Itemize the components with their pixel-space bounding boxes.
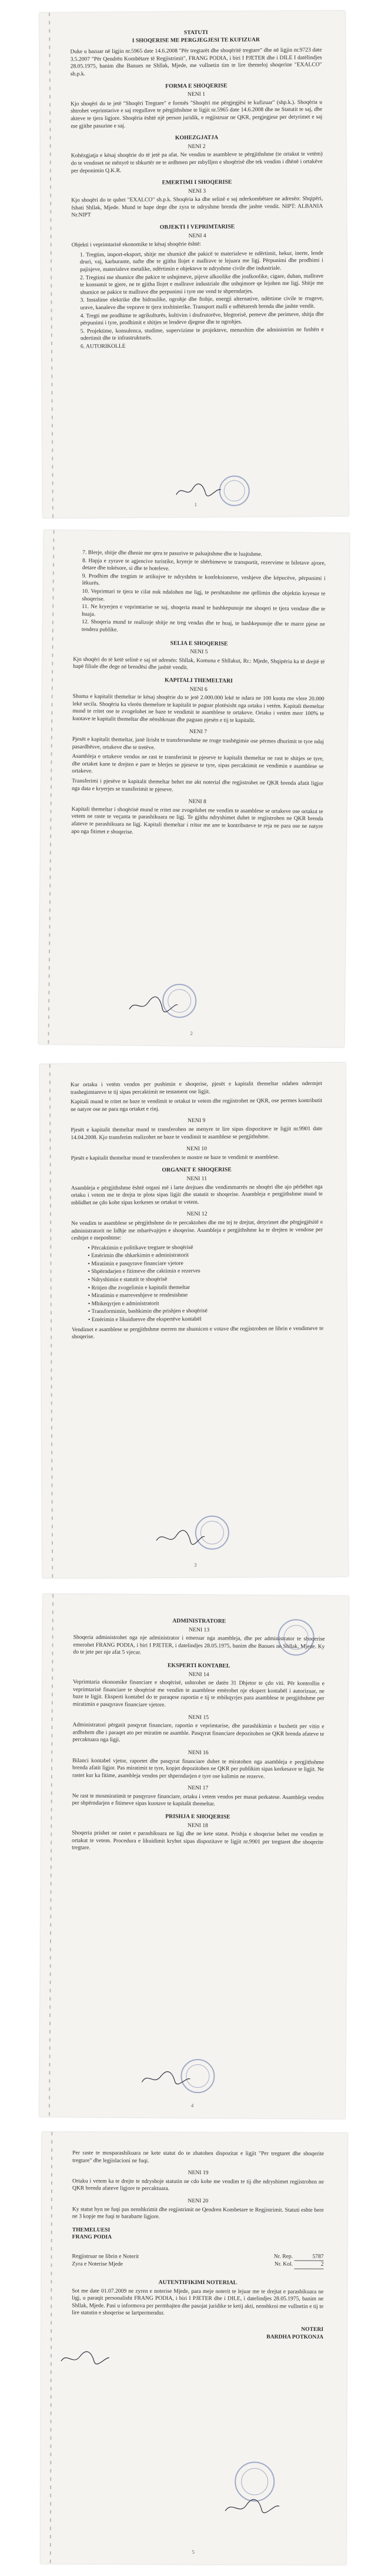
founder-label: THEMELUESI xyxy=(72,2226,111,2234)
list-item: 1. Tregtim, import-eksport, shitje me shumicë dhe pakicë te materialeve te ndërtimit, hekur, inerte, lende druri, vaj, karburante, nafte dhe te gjitha llojet e mallrave te lejuara me ligj. Përpunimi dhe prodhimi i pajisjeve, materialeve metalike, ndërtimin e objekteve te ndryshme civile dhe industriale. xyxy=(79,250,323,273)
section-heading-kohezgjatja: KOHEZGJATJA xyxy=(175,134,219,142)
list-item: • Miratimin e pasqyrave financiare vjetore xyxy=(88,1260,183,1267)
list-item: 11. Ne kryerjen e veprimtarise se saj, shoqeria mund te bashkepunoje me shoqeri te tjera vendase dhe te huaja. xyxy=(82,603,326,617)
list-item: • Emërimin e likuiduesve dhe ekspertëve kontabël xyxy=(88,1315,202,1323)
list-item: 2. Tregtimi me shumice dhe pakice te ushqimeve, pijeve alkoolike dhe joalkoolike, cigare, duhan, mallrave te konsumit te gjere, ne te gjitha llojet e mallrave industriale dhe ushqimore qe lejohen me ligj. Shitje me shumice ne pakice te mallrave dhe perpunimi i tyre me vend te shperndarjes. xyxy=(80,273,324,296)
notary-block xyxy=(72,2325,323,2341)
collection-number-label: Nr. Kol. xyxy=(274,2261,293,2268)
article-text: Vendimet e asamblese se pergjithshme merren me shumicen e votave dhe regjistrohen ne librin e vendimeve te shoqerise. xyxy=(72,1325,324,1341)
notary-seal-icon xyxy=(235,2461,275,2501)
list-item: 7. Blerje, shitje dhe dhenie me qera te pasurive te paluajtshme dhe te luajtshme. xyxy=(82,549,263,558)
article-number: NENI 9 xyxy=(188,1117,206,1124)
article-text: Ky statut hyn ne fuqi pas nenshkrimit dhe regjistrimit ne Qendren Kombetare te Regjistrimit. Statuti eshte bere ne 3 kopje me fuqi te barabarte ligjore. xyxy=(72,2205,324,2220)
article-text: Asambleja e përgjithshme është organi më i larte drejtues dhe vendimmarrës ne shoqëri dhe ajo përbëhet nga ortaku i vetem me te drejta te plota sipas ligjit dhe statutit te shoqerise. Asambleja e pergjithshme mund te mblidhet ne çdo kohe sipas kerkeses se ortakut te vetem. xyxy=(71,1183,323,1206)
list-item: • Mbikeqyrjen e administratorit xyxy=(88,1300,159,1307)
article-number: NENI 15 xyxy=(188,1714,209,1721)
section-heading-forma: FORMA E SHOQERISE xyxy=(165,82,228,89)
document-page-1 xyxy=(39,11,349,518)
article-number: NENI 17 xyxy=(188,1785,209,1792)
document-page-5 xyxy=(41,2132,348,2565)
signature-icon xyxy=(127,995,180,1015)
list-item: • Përcaktimin e politikave tregtare te shoqërisë xyxy=(88,1244,193,1251)
article-text: Shuma e kapitalit themeltar te kësaj shoqërie do te jetë 2.000.000 lekë te ndara ne 100 kuota me vlere 20.000 lekë secila. Shoqëria ka vlerën themelore te kapitalit te paguar plotësisht nga ortaku i vetëm. Kapitali themeltar mund te rritet ose te zvogelohet ne baze te vendimit te asamblese te ortakeve. Ortaku i vetëm merr 100% te kuotave te kapitalit themeltar dhe nënshkruan dhe paguan pjesën e tij te kapitalit. xyxy=(72,693,325,724)
article-text: Asambleja e ortakeve vendos ne rast te transferimit te pjeseve te kapitalit themeltar ne rast te shitjes se tyre, dhe ortaket kane te drejten e pare te blerjes se pjeseve te tyre, sipas percaktimit ne vendimin e asamblese se ortakeve. xyxy=(72,753,324,775)
section-heading-organet: ORGANET E SHOQERISE xyxy=(162,1167,232,1174)
notary-name: BARDHA POTKONJA xyxy=(266,2333,324,2340)
notary-office-label: Zyra e Noterise Mjede xyxy=(72,2260,123,2268)
authentication-title: AUTENTIFIKIMI NOTERIAL xyxy=(158,2279,238,2286)
article-number: NENI 8 xyxy=(188,798,206,805)
list-item: 9. Prodhim dhe tregtim te artikujve te ndryshëm te konfeksioneve, veshjeve dhe këpucëve, përpunimi i lëkurës. xyxy=(82,572,326,587)
document-page-2 xyxy=(38,530,349,1047)
notary-seal-icon xyxy=(277,1619,314,1655)
article-number: NENI 12 xyxy=(186,1211,208,1218)
article-number: NENI 19 xyxy=(188,2169,209,2177)
article-number: NENI 4 xyxy=(188,232,206,239)
page-number: 2 xyxy=(190,1030,193,1037)
signature-block xyxy=(72,2226,323,2269)
document-title: STATUTI xyxy=(183,29,208,36)
collection-number-row xyxy=(203,2261,323,2269)
article-number: NENI 20 xyxy=(188,2197,209,2205)
list-item: 3. Instalime elektrike dhe hidraulike, ngrohje dhe ftohje, energji alternative, ndërtime civile te rrugeve, urave, kanaleve dhe veprave te tjera inxhinierike. Transport malli e udhëtaresh brenda dhe jashte vendit. xyxy=(80,295,324,311)
page-number: 5 xyxy=(192,2549,195,2555)
article-number: NENI 13 xyxy=(189,1626,210,1633)
signature-icon xyxy=(139,2069,192,2088)
article-text: Kjo shoqëri do te jetë "Shoqëri Tregtare" e formës "Shoqëri me përgjegjësi te kufizuar" (shp.k.). Shoqëria u shtrohet veprimtarive e saj rregullave te përgjithshme te ligjit nr.5965 date 14.6.2008 dhe ne Statutit te saj, dhe akteve te tjera ligjore. Shoqëria është një person juridik, e regjistruar ne QKR, pergjegjese per detyrimet e saj me gjithe pasurine e saj. xyxy=(71,99,323,129)
list-item: 10. Veprimtari te tjera te cilat nuk ndalohen me ligj, te pershtatshme me qellimin dhe objektin kryesor te shoqerise. xyxy=(82,587,326,602)
article-number: NENI 16 xyxy=(188,1749,209,1756)
page-number: 1 xyxy=(194,502,198,508)
objective-list xyxy=(72,250,324,351)
list-item: 5. Projektime, konsulenca, studime, supervizime te projekteve, menaxhim dhe administrim ne fushën e ndertimit dhe te infrastrukturës. xyxy=(80,326,324,342)
founder-name: FRANG PODIA xyxy=(72,2234,112,2241)
list-item: • Transformimin, bashkimin dhe prishjen e shoqërisë xyxy=(88,1308,208,1315)
article-text: Kapitali mund te rritet ne baze te vendimit te ortakut te vetem dhe regjistrohet ne QKR, ose permes kontributit ne natyre ose ne para nga ortaket e rinj. xyxy=(71,1097,323,1113)
list-item: • Emërimin dhe shkarkimin e administratorit xyxy=(88,1252,189,1260)
document-page-3 xyxy=(40,1063,349,1578)
registry-number-label: Nr. Rep. xyxy=(273,2253,293,2260)
signature-icon xyxy=(175,482,222,500)
article-text: Kur ortaku i vetëm vendos per pushimin e shoqerise, pjesët e kapitalit themeltar ndahen ndermjet trashegimtareve te tij sipas percaktimit ne testament ose ligjit. xyxy=(70,1080,322,1096)
registry-number-value: 5787 xyxy=(295,2253,324,2261)
article-number: NENI 14 xyxy=(188,1671,209,1678)
article-text: Pjesët e kapitalit themeltar mund te transferohen te mostre ne baze te vendimit te asamblese. xyxy=(71,1153,280,1161)
registry-number-row xyxy=(203,2253,323,2261)
article-number: NENI 1 xyxy=(187,91,206,98)
article-number: NENI 3 xyxy=(188,187,206,194)
signature-icon xyxy=(223,2497,282,2517)
article-number: NENI 7 xyxy=(189,728,208,735)
article-number: NENI 5 xyxy=(190,649,208,656)
page-number: 3 xyxy=(193,1562,197,1569)
article-text: Shoqeria administrohet nga nje administrator i emeruar nga asambleja, dhe per administrator te shoqerise emerohet FRANG PODIA, i biri I PJETER, i datelindjes 28.05.1975, banim dhe Banues ne Shllak, Mjede. Ky do te jete per nje afat 5 vjecar. xyxy=(73,1634,325,1656)
document-page-4 xyxy=(39,1594,349,2119)
powers-list xyxy=(71,1244,323,1324)
article-text: Shoqeria prishet ne rastet e parashikuara ne ligj dhe ne kete statut. Prishja e shoqerise behet me vendim te ortakut te vetem. Procedura e likuidimit kryhet sipas dispozitave te ligjit nr.9901 per tregtaret dhe shoqerite tregtare. xyxy=(72,1829,324,1852)
section-heading-administratore: ADMINISTRATORE xyxy=(172,1617,226,1625)
article-text: Ne rast te mosmiratimit te pasqyrave financiare, ortaku i vetem vendos per masat perkatese. Asambleja vendos per shpërndarjen e fitimeve sipas kuotave te kapitalit themeltar. xyxy=(72,1792,324,1808)
list-item: • Ndryshimin e statutit te shoqërisë xyxy=(88,1276,168,1284)
article-text: Ortaku i vetem ka te drejte te ndryshoje statutin ne cdo kohe me vendim te tij dhe ndryshimet regjistrohen ne QKR brenda afateve ligjore te percaktuara. xyxy=(72,2178,325,2192)
section-heading-objekti: OBJEKTI I VEPRIMTARISE xyxy=(159,223,235,231)
article-text: Pjesët e kapitalit themeltar mund te transferohen ne menyre te lire sipas dispozitave te ligjit nr.9901 date 14.04.2008. Kjo transferim realizohet ne baze te vendimit te asamblese se pergjithshme. xyxy=(71,1125,323,1141)
article-number: NENI 6 xyxy=(189,686,208,693)
article-text: Per raste te mosparashikuara ne kete statut do te zbatohen dispozitat e ligjit "Per tregtaret dhe shoqerite tregtare" dhe legjislacioni ne fuqi. xyxy=(72,2150,325,2164)
article-text: Transferimi i pjesëve te kapitalit themeltar behet me akt noterial dhe regjistrohet ne QKR brenda afatit ligjor nga data e kryerjes se transferimit te pjeseve. xyxy=(71,777,324,793)
signature-icon xyxy=(59,2349,112,2367)
article-text: Objekti i veprimtarisë ekonomike te kësaj shoqërie është: xyxy=(71,241,202,248)
article-number: NENI 2 xyxy=(188,143,206,150)
authentication-text: Sot me date 01.07.2009 ne zyren e noterise Mjede, para meje noterit te lejuar me te drejtat e parashikuara ne ligj, u paraqit personalisht FRANG PODIA, i biri I PJETER dhe i DILE, i datelindjes 28.05.1975, banim ne Shllak, Mjede. Pasi u informova per permbajten dhe pasojat juridike te ketij akti, nenshkroi me vullnetin e tij te lire statutin e shoqerise se lartpermendur. xyxy=(72,2287,324,2317)
article-text: Administratori përgatit pasqyrat financiare, raportin e veprimtarise, dhe parashikimin e buxhetit per vitin e ardhshem dhe i paraqet ato per miratim ne asamble. Pasqyrat financiare depozitohen ne QKR brenda afateve te percaktuara nga ligji. xyxy=(72,1721,325,1744)
list-item: 4. Tregti me prodhime te agrikulturës, kultivim i drufrutorëve, blegtorisë, pemeve dhe perimeve, shitja dhe përpunimi i tyre, prodhimit e shitjes se lendeve djegese dhe te ngrohjes. xyxy=(80,311,324,327)
objective-list-continued xyxy=(73,549,326,636)
list-item: 6. AUTORIKOLLE xyxy=(80,342,126,350)
notary-label: NOTERI xyxy=(301,2326,324,2333)
list-item: 8. Hapja e zyrave te agjencive turistike, kryerje te shërbimeve te transportit, rezervime te biletave ajrore, detare dhe tokësore, si dhe te hoteleve. xyxy=(82,557,326,572)
list-item: • Rritjen dhe zvogelimin e kapitalit themeltar xyxy=(88,1284,190,1291)
intro-paragraph: Duke u bazuar në ligjin nr.5965 date 14.6.2008 "Për tregtarët dhe shoqëritë tregtare" dhe në ligjin nr.9723 date 3.5.2007 "Për Qendrën Kombëtare të Regjistrimit", FRANG PODIA, i biri I PJETER dhe i DILE I datëlindjes 28.05.1975, banim dhe Banues ne Shllak, Mjede, me vullnetin tim te lire themeloj shoqerine "EXALCO" sh.p.k. xyxy=(70,46,322,78)
article-text: Kohëzgjatja e kësaj shoqërie do të jetë pa afat. Ne vendim te asambleve te përgjithshme (te ortakut te vetëm) do te vendoset ne mënyrë te shkurtër ne te ardhmen per mbylljen e shoqërisë dhe tek vendim i dhënë i ortakëve per deponimin Q.K.R. xyxy=(71,150,323,174)
list-item: • Shpërndarjen e fitimeve dhe caktimin e rezerves xyxy=(88,1268,200,1275)
collection-number-value: 2 xyxy=(294,2261,323,2269)
document-subtitle: I SHOQERISE ME PERGJEGJESI TE KUFIZUAR xyxy=(132,36,260,44)
section-heading-selia: SELIA E SHOQERISE xyxy=(170,640,228,647)
article-number: NENI 10 xyxy=(186,1146,207,1153)
section-heading-eksperti: EKSPERTI KONTABEL xyxy=(167,1662,230,1670)
article-text: Ne vendim te asamblese se përgjithshme do te percaktohen dhe me tej te drejtat, detyrimet dhe përgjegjësitë e administratorit ne lidhje me mbarëvajtjen e shoqerise. Asambleja e pergjithshme ka te drejten te vendose per ceshtjet e meposhtme: xyxy=(71,1218,323,1242)
article-text: Kapitali themeltar i shoqërisë mund te rritet ose zvogelohet me vendim te asamblese se ortakeve ose ortakut te vetem ne raste te veçanta te parashikuara ne ligj. Te gjitha ndryshimet duhet te regjistrohen ne QKR brenda afateve te parashikuara ne ligj. Kapitali themeltar i rritur me ane te kontributeve te reja ne para ose ne natyre apo nga fitimet e shoqerise. xyxy=(71,805,323,835)
section-heading-emri: EMERTIMI I SHOQERISE xyxy=(162,179,232,186)
list-item: 12. Shoqeria mund te realizoje shitje ne treg vendas dhe te huaj, te bashkepunoje dhe te marre pjese ne tendera publike. xyxy=(81,619,325,633)
article-number: NENI 11 xyxy=(186,1175,208,1182)
article-text: Pjesët e kapitalit themeltar, janë lirisht te transferueshme ne rruge trashëgimie ose përmes dhurimit te tyre ndaj pasardhësve, ortakeve dhe te tretëve. xyxy=(72,735,324,751)
article-text: Bilanci kontabel vjetor, raportet dhe pasqyrat financiare duhet te miratohen nga asambleja e pergjithshme brenda afatit ligjor. Pas miratimit te tyre, kopjet depozitohen ne QKR per publikim sipas kerkesave te ligjit. Ne rastet kur ka fitime, asambleja vendos per shperndarjen e tyre ose kalimin ne rezerve. xyxy=(72,1757,325,1780)
section-heading-prishja: PRISHJA E SHOQERISE xyxy=(165,1813,230,1821)
article-number: NENI 18 xyxy=(187,1822,208,1829)
article-text: Kjo shoqëri do të ketë selinë e saj në adresën: Shllak, Komuna e Shllakut, Rr.: Mjede, Shqipëria ka të drejtë të hapë filiale dhe dege në brendësi dhe jashtë vendit. xyxy=(73,656,325,671)
list-item: • Miratimin e marreveshjeve te rendesishme xyxy=(88,1292,188,1299)
page-number: 4 xyxy=(190,2103,194,2109)
signature-icon xyxy=(154,1529,207,1547)
article-text: Kjo shoqëri do te quhet "EXALCO" sh.p.k. Shoqëria ka dhe selinë e saj nderkombëtare ne adresën: Shqipëri, fshati Shllak, Mjede. Mund te hape dege dhe zyra te ndryshme brenda dhe jashte vendit. NIPT: ALBANIA Nr.NIPT xyxy=(71,195,323,219)
section-heading-kapitali: KAPITALI THEMELTARI xyxy=(164,677,233,684)
article-text: Veprimtaria ekonomike financiare e shoqërisë, ushtrohet ne datën 31 Dhjetor te çdo viti. Për kontrollin e veprimtarisë financiare te shoqërisë me vendim te asamblese emërohet nje ekspert kontabël i autorizuar, ne baze te ligjit. Eksperti kontabel do te paraqese raportin e tij te mbikqyrjes para asamblese te pergjithshme per miratimin e pasqyrave financiare vjetore. xyxy=(72,1678,325,1708)
registry-label: Regjistruar ne librin e Noterit xyxy=(72,2253,139,2260)
